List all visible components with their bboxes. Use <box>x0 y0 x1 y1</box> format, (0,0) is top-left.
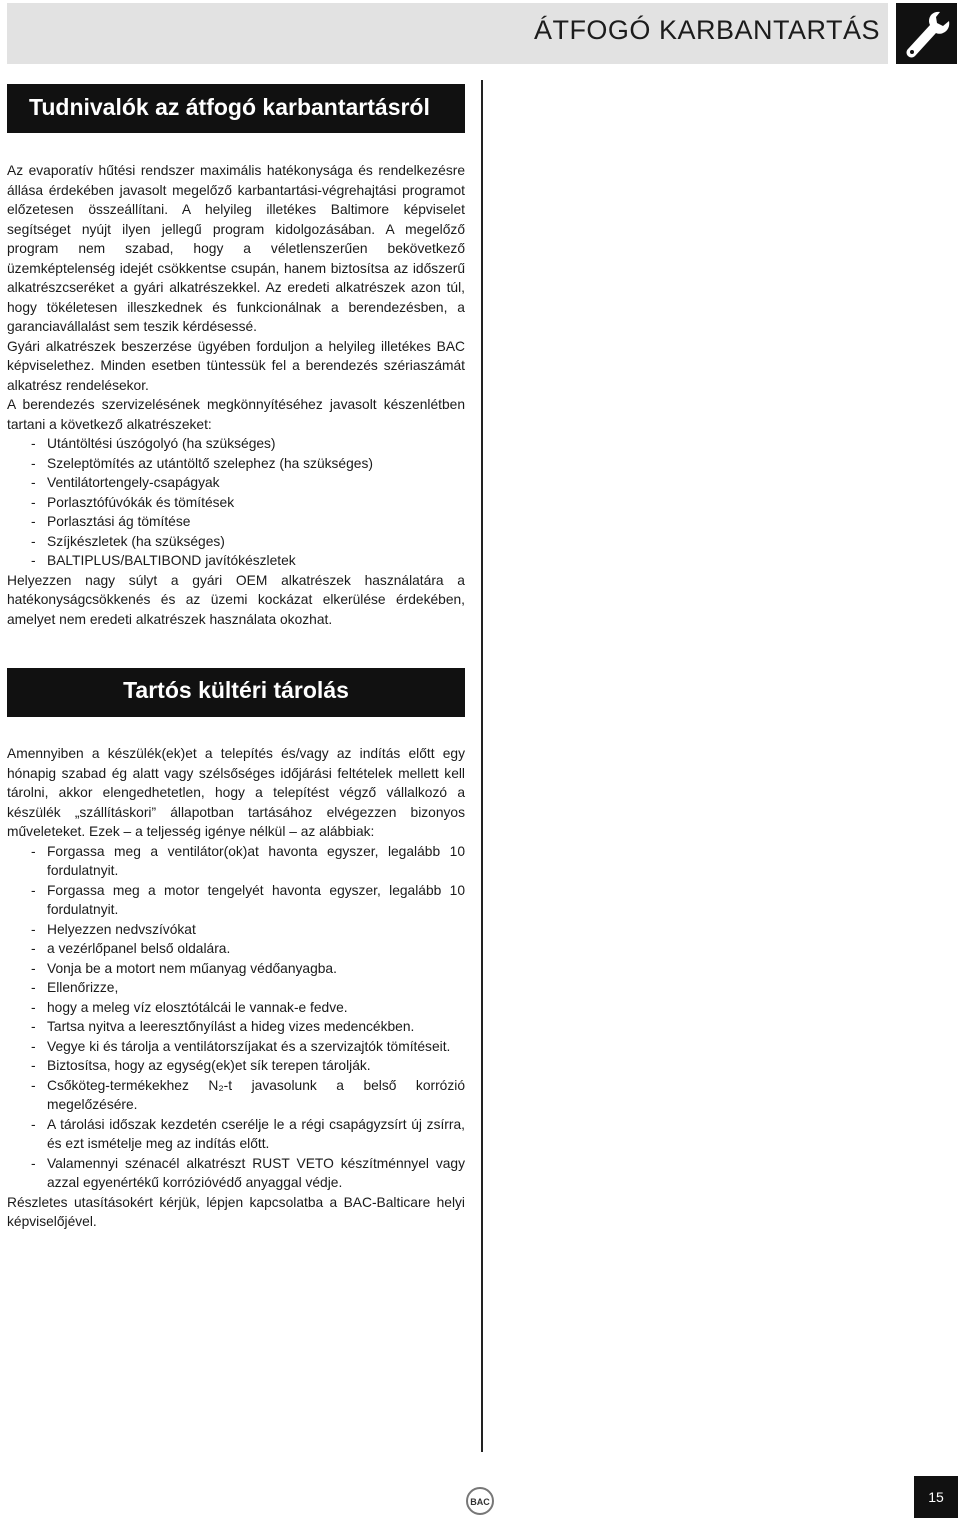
section-heading-storage: Tartós kültéri tárolás <box>7 668 465 717</box>
list-item: - Valamennyi szénacél alkatrészt RUST VETO készítménnyel vagy azzal egyenértékű korrózióvédő anyaggal védje. <box>7 1154 465 1193</box>
paragraph: Részletes utasításokért kérjük, lépjen kapcsolatba a BAC-Balticare helyi képviselőjével. <box>7 1194 465 1229</box>
list-item: - Szeleptömítés az utántöltő szelephez (ha szükséges) <box>7 454 465 474</box>
page-header-title: ÁTFOGÓ KARBANTARTÁS <box>533 15 880 45</box>
page-number: 15 <box>914 1476 958 1518</box>
list-item: - Porlasztási ág tömítése <box>7 512 465 532</box>
list-item: - Forgassa meg a ventilátor(ok)at havonta egyszer, legalább 10 fordulatnyit. <box>7 842 465 881</box>
list-item: - hogy a meleg víz elosztótálcái le vannak-e fedve. <box>7 998 465 1018</box>
list-item: - A tárolási időszak kezdetén cserélje le a régi csapágyzsírt új zsírra, és ezt ismételje meg az indítás előtt. <box>7 1115 465 1154</box>
paragraph: Amennyiben a készülék(ek)et a telepítés és/vagy az indítás előtt egy hónapig szabad ég alatt vagy szélsőséges időjárási feltételek mellett kell tárolni, akkor elengedhetetlen, hogy a telepítést végző vállalkozó a készülék „szállításkori” állapotban tartásához elvégezzen bizonyos műveleteket. Ezek – a teljesség igénye nélkül – az alábbiak: <box>7 746 465 839</box>
list-item: - Porlasztófúvókák és tömítések <box>7 493 465 513</box>
list-item: - Vegye ki és tárolja a ventilátorszíjakat és a szervizajtók tömítéseit. <box>7 1037 465 1057</box>
list-item: - Utántöltési úszógolyó (ha szükséges) <box>7 434 465 454</box>
list-item: - Biztosítsa, hogy az egység(ek)et sík terepen tárolják. <box>7 1056 465 1076</box>
paragraph: Az evaporatív hűtési rendszer maximális hatékonysága és rendelkezésre állása érdekében javasolt megelőző karbantartási-végrehajtási programot előzetesen összeállítani. A helyileg illetékes Baltimore képviselet segítséget nyújt ilyen jellegű program kidolgozásában. A megelőző program nem szabad, hogy a véletlenszerűen bekövetkező üzemképtelenség idejét csökkentse csupán, hanem biztosítsa az időszerű alkatrészcseréket a gyári alkatrészekkel. Az eredeti alkatrészek azon túl, hogy tökéletesen illeszkednek és funkcionálnak a berendezésben, a garanciavállalást sem teszik kérdésessé. <box>7 163 465 334</box>
storage-steps-list <box>7 842 465 1193</box>
column-divider <box>481 80 483 1452</box>
header-bar <box>7 3 888 64</box>
list-item: - Forgassa meg a motor tengelyét havonta egyszer, legalább 10 fordulatnyit. <box>7 881 465 920</box>
bac-logo-text: BAC <box>470 1497 490 1507</box>
list-item: - a vezérlőpanel belső oldalára. <box>7 939 465 959</box>
paragraph: Gyári alkatrészek beszerzése ügyében forduljon a helyileg illetékes BAC képviselethez. Minden esetben tüntessük fel a berendezés szériaszámát alkatrész rendelésekor. <box>7 338 465 393</box>
paragraph: Helyezzen nagy súlyt a gyári OEM alkatrészek használatára a hatékonyságcsökkenés és az üzemi kockázat elkerülése érdekében, amelyet nem eredeti alkatrészek használata okozhat. <box>7 572 465 627</box>
list-item: - Ellenőrizze, <box>7 978 465 998</box>
wrench-icon <box>896 3 957 64</box>
storage-text <box>7 744 465 1232</box>
maintenance-text <box>7 161 465 629</box>
list-item: - Szíjkészletek (ha szükséges) <box>7 532 465 552</box>
list-item: - BALTIPLUS/BALTIBOND javítókészletek <box>7 551 465 571</box>
section-heading-maintenance: Tudnivalók az átfogó karbantartásról <box>7 84 465 133</box>
list-item: - Tartsa nyitva a leeresztőnyílást a hideg vizes medencékben. <box>7 1017 465 1037</box>
paragraph: A berendezés szervizelésének megkönnyítéséhez javasolt készenlétben tartani a következő alkatrészeket: <box>7 397 465 432</box>
spare-parts-list <box>7 434 465 571</box>
bac-logo <box>465 1486 495 1516</box>
list-item: - Csőköteg-termékekhez N₂-t javasolunk a belső korrózió megelőzésére. <box>7 1076 465 1115</box>
list-item: - Helyezzen nedvszívókat <box>7 920 465 940</box>
list-item: - Ventilátortengely-csapágyak <box>7 473 465 493</box>
list-item: - Vonja be a motort nem műanyag védőanyagba. <box>7 959 465 979</box>
